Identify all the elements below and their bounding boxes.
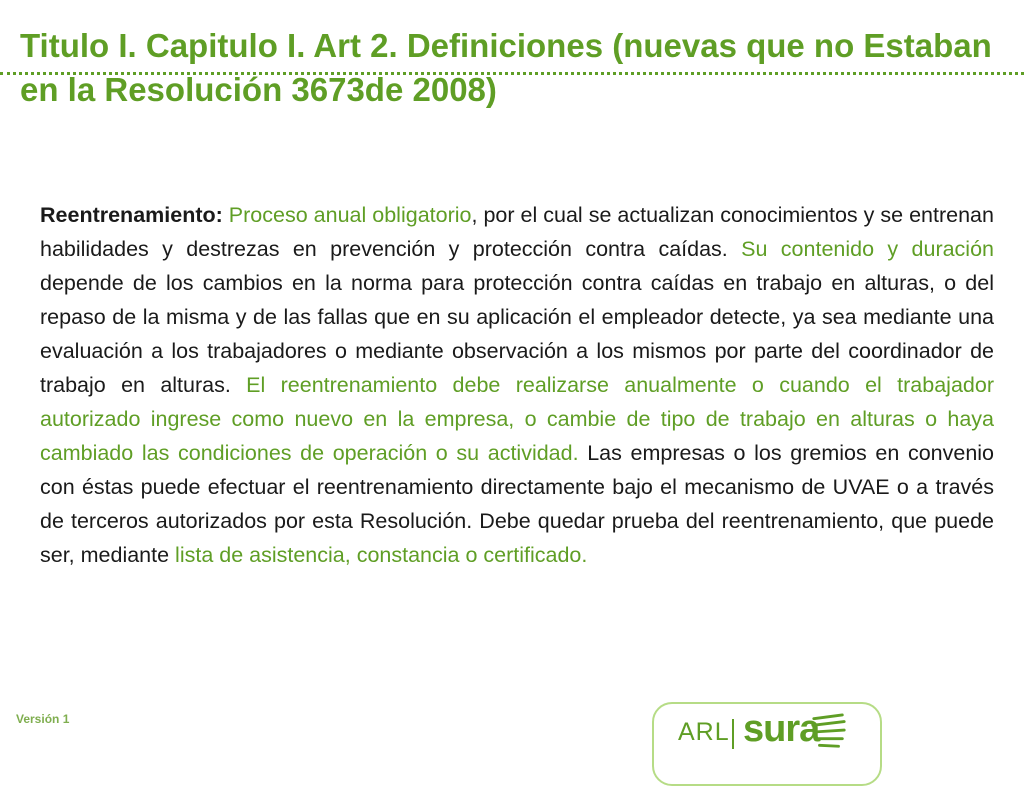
highlight-content-duration: Su contenido y duración <box>741 237 994 261</box>
body-segment: depende de los cambios en la norma para protección contra caídas en trabajo en alturas, o del repaso de la misma y de las fallas que en su aplicación el empleador detecte, ya sea mediante una evaluación a los trabajadores o mediante observación a los mismos por parte del coordinador de trabajo en alturas. <box>40 271 994 397</box>
logo-separator <box>732 719 734 749</box>
version-label: Versión 1 <box>16 712 70 726</box>
highlight-annual-mandatory: Proceso anual obligatorio <box>228 203 472 227</box>
body-segment: , por el cual se actualizan conocimientos y se entrenan habilidades y destrezas en prevención y protección contra caídas. <box>40 203 994 261</box>
definition-paragraph <box>40 198 994 572</box>
body-segment: Las empresas o los gremios en convenio con éstas puede efectuar el reentrenamiento directamente bajo el mecanismo de UVAE o a través de terceros autorizados por esta Resolución. Debe quedar prueba del reentrenamiento, que puede ser, mediante <box>40 441 995 567</box>
highlight-proof-list: lista de asistencia, constancia o certificado. <box>175 543 588 567</box>
logo-arl-text: ARL <box>678 718 730 746</box>
definition-term: Reentrenamiento: <box>40 203 223 227</box>
title-divider <box>0 72 1024 75</box>
logo-sura-text: sura <box>743 708 820 750</box>
slide-title: Titulo I. Capitulo I. Art 2. Definiciones (nuevas que no Estaban en la Resolución 3673de 2008) <box>20 27 992 108</box>
highlight-retraining-rule: El reentrenamiento debe realizarse anualmente o cuando el trabajador autorizado ingrese como nuevo en la empresa, o cambie de tipo de trabajo en alturas o haya cambiado las condiciones de operación o su actividad. <box>40 373 994 465</box>
sura-swoosh-icon <box>810 713 848 751</box>
